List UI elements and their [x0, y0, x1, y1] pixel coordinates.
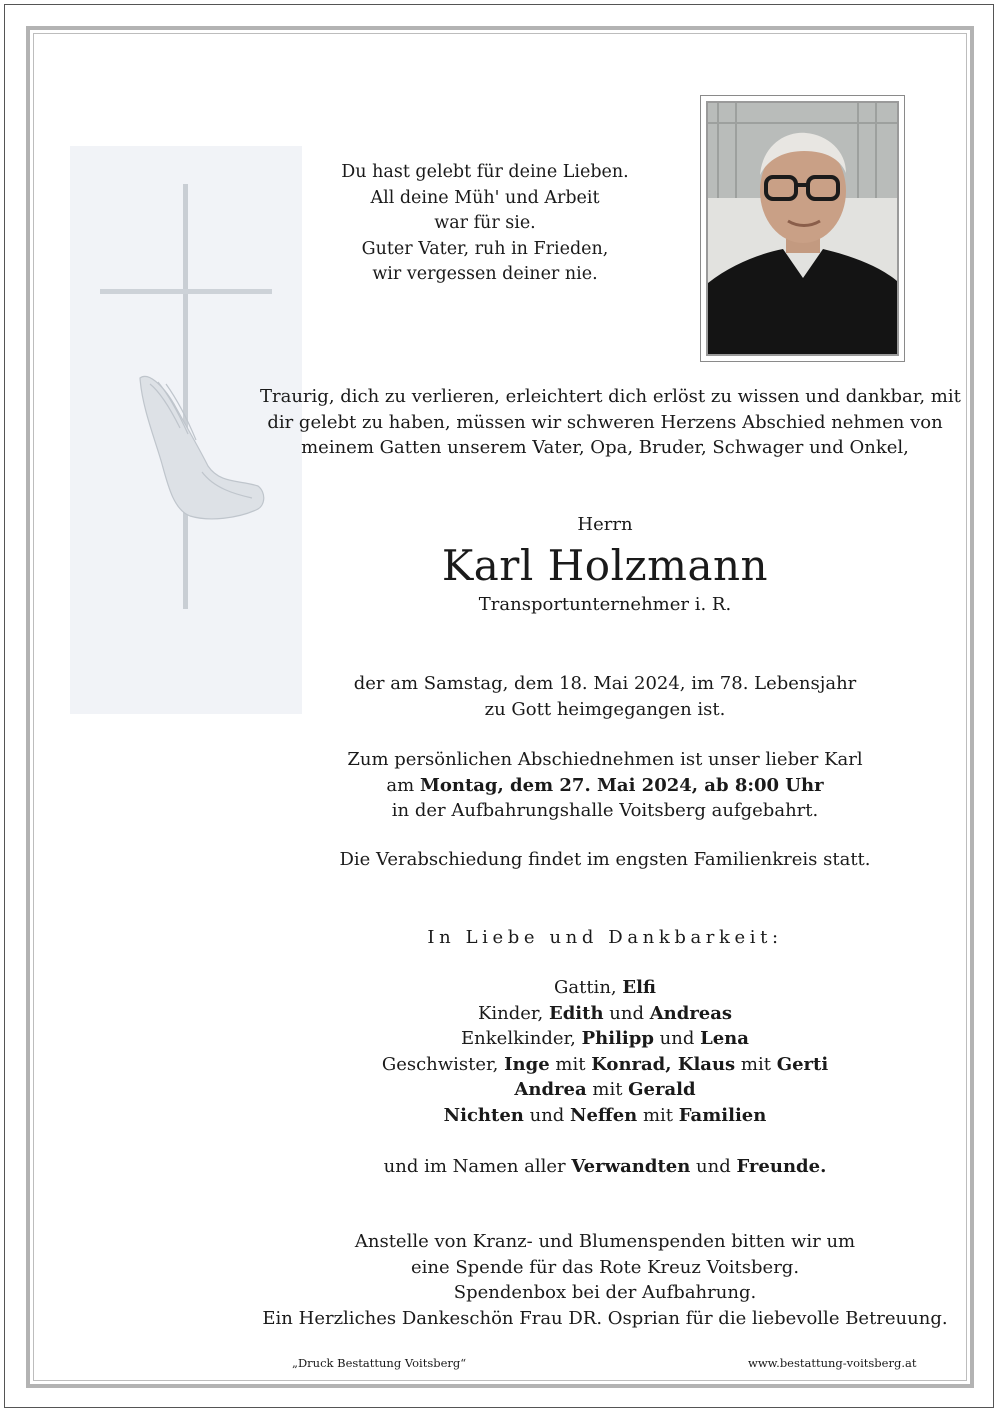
- mourner-line: [260, 1001, 950, 1027]
- mourner-name: Andreas: [649, 1002, 733, 1024]
- farewell-text: Die Verabschiedung findet im engsten Familienkreis statt.: [339, 849, 871, 870]
- conjunction: und: [523, 1104, 571, 1126]
- mourner-name: Freunde.: [736, 1156, 827, 1177]
- conjunction: mit: [637, 1104, 679, 1126]
- donation-line: eine Spende für das Rote Kreuz Voitsberg.: [410, 1256, 800, 1278]
- death-notice: [260, 671, 950, 722]
- viewing-line: [260, 773, 950, 799]
- mourner-name: Verwandten: [571, 1156, 691, 1177]
- death-notice-line: der am Samstag, dem 18. Mai 2024, im 78. Lebensjahr: [353, 673, 857, 694]
- label: Enkelkinder,: [461, 1028, 582, 1049]
- poem-line: war für sie.: [434, 213, 536, 233]
- conjunction: und: [653, 1028, 701, 1049]
- poem-line: wir vergessen deiner nie.: [372, 264, 598, 284]
- mourner-line: [260, 1103, 950, 1129]
- relatives-text: [260, 1154, 950, 1180]
- conjunction: und: [690, 1156, 737, 1177]
- poem-line: All deine Müh' und Arbeit: [370, 187, 600, 208]
- donation-line: Spendenbox bei der Aufbahrung.: [453, 1282, 757, 1303]
- mourner-name: Inge: [504, 1053, 550, 1075]
- label: Geschwister,: [381, 1053, 505, 1075]
- viewing-info: [260, 747, 950, 824]
- relatives-line: [260, 1154, 950, 1180]
- intro-line: dir gelebt zu haben, müssen wir schweren Herzens Abschied nehmen von: [267, 411, 943, 433]
- occupation: Transportunternehmer i. R.: [478, 594, 732, 615]
- mourner-name: Gerti: [776, 1053, 829, 1075]
- mourner-name: Gerald: [628, 1079, 696, 1100]
- label: und im Namen aller: [383, 1156, 572, 1177]
- mourner-name: Klaus: [677, 1053, 736, 1075]
- label: Kinder,: [477, 1002, 549, 1024]
- mourner-line: [260, 1052, 950, 1078]
- intro-text: [260, 384, 961, 461]
- poem-line: Guter Vater, ruh in Frieden,: [361, 238, 609, 259]
- poem-line: Du hast gelebt für deine Lieben.: [341, 162, 629, 182]
- conjunction: mit: [586, 1079, 629, 1100]
- salutation: Herrn: [577, 514, 633, 535]
- mourners-list: [260, 975, 950, 1128]
- conjunction: mit: [735, 1053, 777, 1075]
- mourner-name: Neffen: [570, 1104, 638, 1126]
- viewing-line: in der Aufbahrungshalle Voitsberg aufgebahrt.: [391, 800, 819, 821]
- footer-printer: „Druck Bestattung Voitsberg“: [292, 1356, 467, 1370]
- label: Gattin,: [553, 977, 623, 998]
- mourner-name: Edith: [548, 1002, 604, 1024]
- donation-line: Anstelle von Kranz- und Blumenspenden bitten wir um: [354, 1231, 856, 1252]
- intro-line: meinem Gatten unserem Vater, Opa, Bruder, Schwager und Onkel,: [301, 437, 909, 458]
- poem: [300, 160, 670, 288]
- mourners-heading: In Liebe und Dankbarkeit:: [427, 927, 783, 948]
- mourner-name: Philipp: [581, 1028, 654, 1049]
- intro-line: Traurig, dich zu verlieren, erleichtert dich erlöst zu wissen und dankbar, mit: [260, 386, 961, 407]
- footer-website: www.bestattung-voitsberg.at: [748, 1356, 917, 1370]
- mourner-line: [260, 1077, 950, 1103]
- mourner-name: Elfi: [622, 977, 657, 998]
- viewing-prefix: am: [386, 774, 420, 796]
- mourner-line: [260, 1026, 950, 1052]
- donation-line: Ein Herzliches Dankeschön Frau DR. Osprian für die liebevolle Betreuung.: [262, 1307, 948, 1329]
- deceased-name: Karl Holzmann: [441, 541, 769, 590]
- separator: ,: [665, 1053, 678, 1075]
- mourner-name: Lena: [700, 1028, 749, 1049]
- portrait-frame: [700, 95, 905, 362]
- mourner-name: Andrea: [514, 1079, 587, 1100]
- conjunction: mit: [549, 1053, 592, 1075]
- mourner-name: Konrad: [591, 1053, 666, 1075]
- death-notice-line: zu Gott heimgegangen ist.: [484, 698, 726, 720]
- donation-text: [260, 1229, 950, 1331]
- viewing-line: Zum persönlichen Abschiednehmen ist unser lieber Karl: [347, 749, 863, 770]
- mourner-name: Familien: [678, 1104, 767, 1126]
- portrait-image: [708, 103, 897, 354]
- portrait-photo: [706, 101, 899, 356]
- mourner-name: Nichten: [443, 1104, 524, 1126]
- praying-hands-icon: [140, 376, 264, 518]
- conjunction: und: [603, 1002, 650, 1024]
- mourner-line: [260, 975, 950, 1001]
- viewing-date: Montag, dem 27. Mai 2024, ab 8:00 Uhr: [419, 774, 824, 796]
